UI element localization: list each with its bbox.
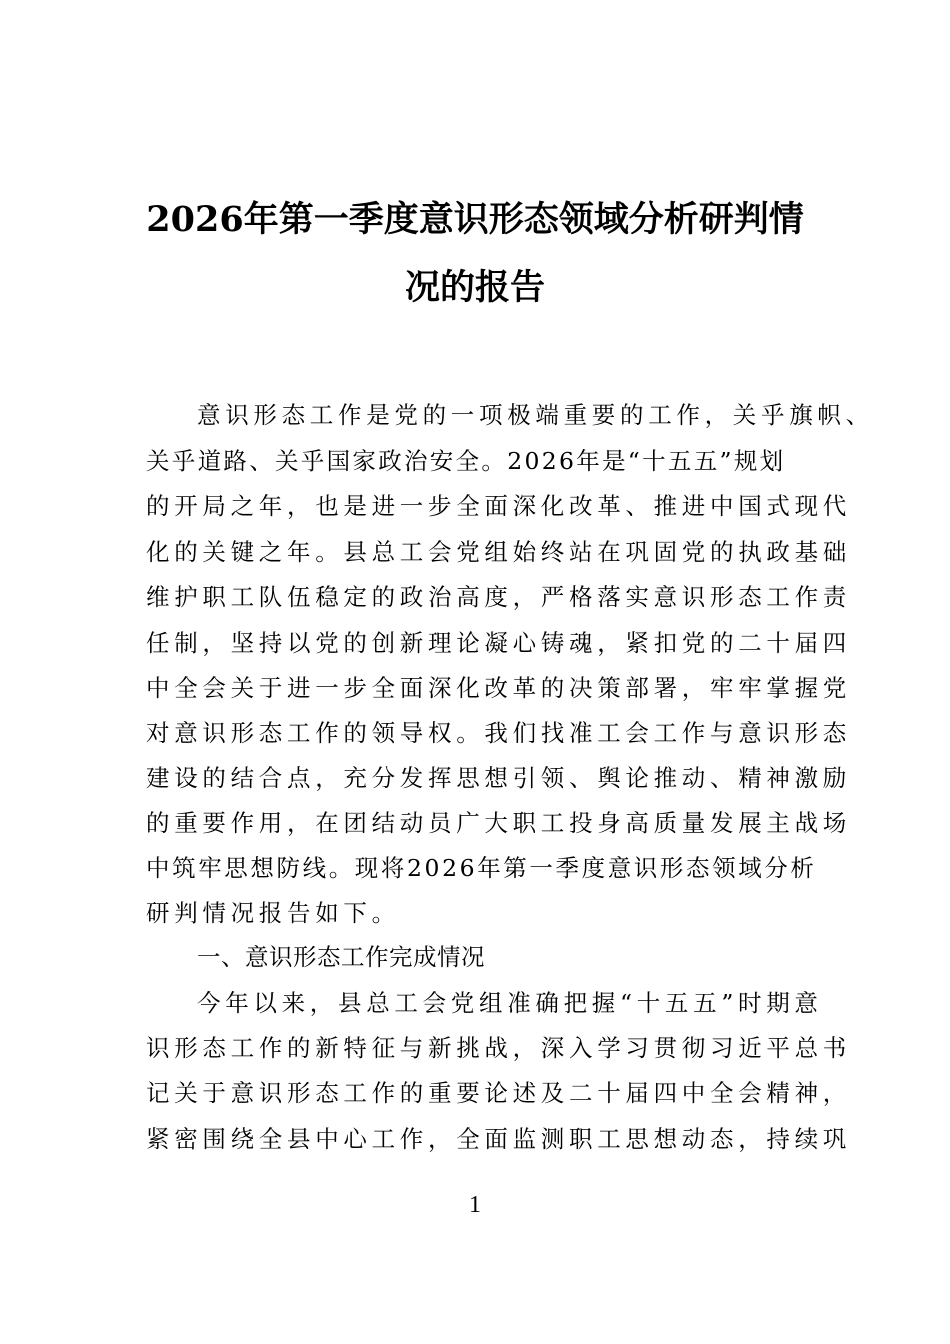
paragraph-line: 意识形态工作是党的一项极端重要的工作，关乎旗帜、 bbox=[197, 401, 874, 429]
section-heading: 一、意识形态工作完成情况 bbox=[197, 943, 485, 971]
paragraph-line: 关乎道路、关乎国家政治安全。2026年是“十五五”规划 bbox=[146, 447, 786, 475]
paragraph-line: 记关于意识形态工作的重要论述及二十届四中全会精神， bbox=[146, 1079, 851, 1107]
paragraph-line: 研判情况报告如下。 bbox=[146, 899, 400, 927]
paragraph-line: 化的关键之年。县总工会党组始终站在巩固党的执政基础 bbox=[146, 538, 851, 566]
paragraph-line: 识形态工作的新特征与新挑战，深入学习贯彻习近平总书 bbox=[146, 1034, 851, 1062]
paragraph-line: 建设的结合点，充分发挥思想引领、舆论推动、精神激励 bbox=[146, 764, 851, 792]
report-title-line-2: 况的报告 bbox=[404, 267, 545, 308]
paragraph-line: 今年以来，县总工会党组准确把握“十五五”时期意 bbox=[197, 989, 823, 1017]
paragraph-line: 中全会关于进一步全面深化改革的决策部署，牢牢掌握党 bbox=[146, 674, 851, 702]
paragraph-line: 紧密围绕全县中心工作，全面监测职工思想动态，持续巩 bbox=[146, 1125, 851, 1153]
paragraph-line: 的重要作用，在团结动员广大职工投身高质量发展主战场 bbox=[146, 809, 851, 837]
report-title-line-1: 2026年第一季度意识形态领域分析研判情 bbox=[146, 199, 804, 240]
paragraph-line: 中筑牢思想防线。现将2026年第一季度意识形态领域分析 bbox=[146, 854, 817, 882]
paragraph-line: 对意识形态工作的领导权。我们找准工会工作与意识形态 bbox=[146, 719, 851, 747]
paragraph-line: 的开局之年，也是进一步全面深化改革、推进中国式现代 bbox=[146, 492, 851, 520]
paragraph-line: 维护职工队伍稳定的政治高度，严格落实意识形态工作责 bbox=[146, 583, 851, 611]
paragraph-line: 任制，坚持以党的创新理论凝心铸魂，紧扣党的二十届四 bbox=[146, 629, 851, 657]
page-number: 1 bbox=[469, 1192, 481, 1218]
